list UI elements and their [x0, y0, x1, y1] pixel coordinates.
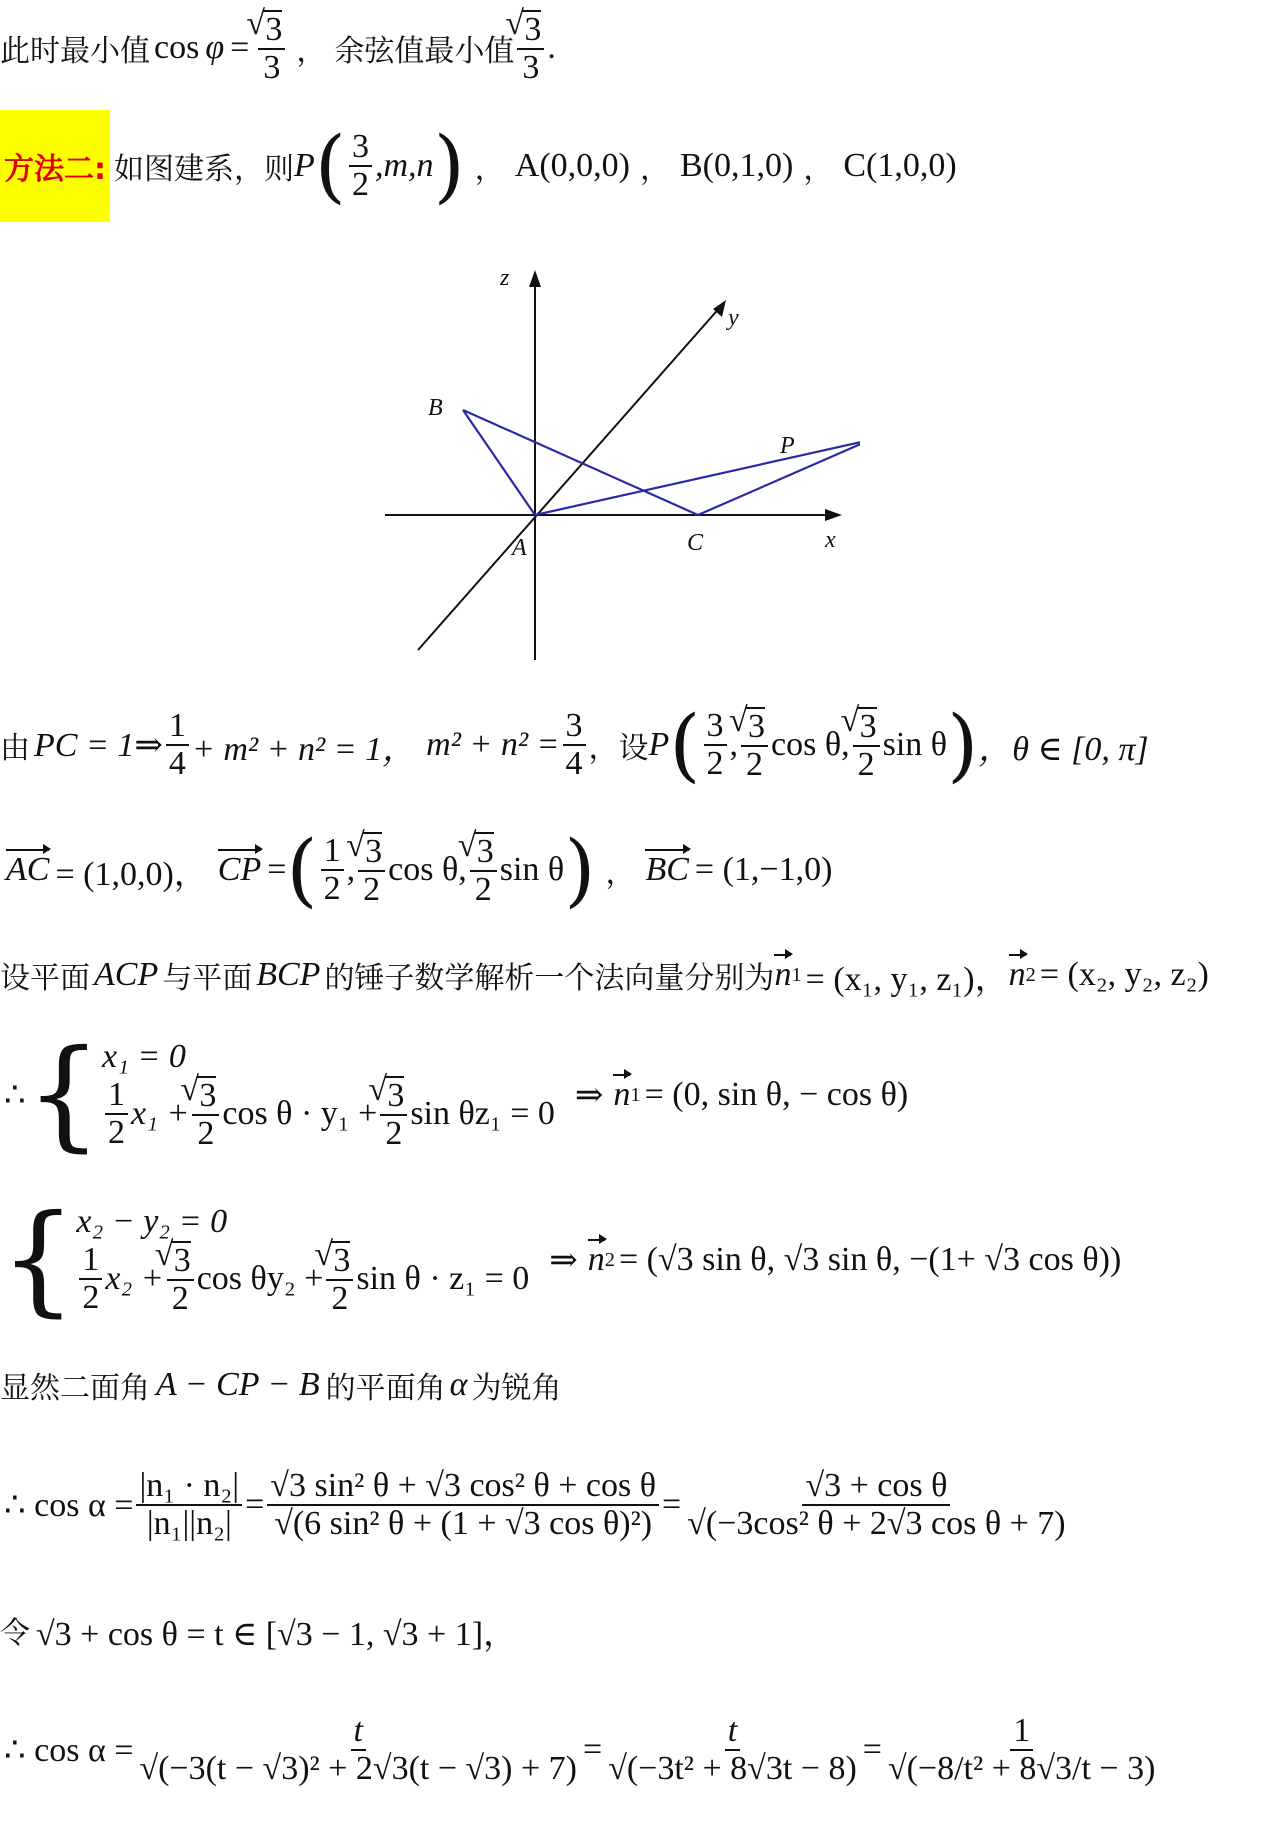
coordinate-figure [380, 265, 860, 675]
label-x: x [825, 527, 836, 553]
frac-sqrt3-over-3: √ $\frac{3}{3}$ [517, 10, 544, 85]
label-A: A [512, 535, 527, 561]
system-one: ∴ { x₁ = 0 $\frac{1}{2}$ x₁ + √ $\frac{3}{2}$ cos θ · y₁ + √ $\frac{3}{2}$ sin θz₁ = 0 ⇒ n 1 = (0, sin θ, − cos θ) [0, 1015, 908, 1175]
y-axis [418, 305, 722, 650]
line-vectors: AC = (1,0,0)， CP = ( $\frac{1}{2}$ , √ $\frac{3}{2}$ cos θ, √ $\frac{3}{2}$ sin θ ) ， BC = (1,−1,0) [0, 815, 832, 925]
line-normal-vectors: 设平面 ACP 与平面 BCP 的锤子数学解析一个法向量分别为 n 1 = (x₁, y₁, z₁)， n 2 = (x₂, y₂, z₂) [0, 956, 1209, 998]
z-arrow [529, 270, 541, 287]
line-cos-alpha: ∴ cos α = $\frac{\text{|n₁ · n₂|}}{\text{|n₁||n₂|}}$ = $\frac{\text{√3 sin² θ + √3 cos² θ + cos θ}}{\text{√(6 sin² θ + (1 + √3 cos θ)²)}}$ = $\frac{\text{√3 + cos θ}}{\text{√(−3cos² θ + 2√3 cos θ + 7)}}$ [4, 1467, 1066, 1542]
line-pc-condition: 由 PC = 1⇒ $\frac{1}{4}$ + m² + n² = 1， m² + n² = $\frac{3}{4}$ ，设 P ( $\frac{3}{2}$ , √ $\frac{3}{2}$ cos θ, √ $\frac{3}{2}$ sin θ ) ，θ ∈ [0, π] [0, 690, 1149, 800]
label-y: y [728, 305, 739, 331]
line-final-cos: ∴ cos α = $\frac{t}{\text{√(−3(t − √3)² + 2√3(t − √3) + 7)}}$ = $\frac{t}{\text{√(−3t² + 8√3t − 8)}}$ = $\frac{1}{\text{√(−8/t² + 8√3/t − 3)}}$ [4, 1712, 1156, 1787]
method-label: 方法二: [0, 110, 110, 222]
line-substitution: 令 √3 + cos θ = t ∈ [√3 − 1, √3 + 1]， [0, 1615, 518, 1653]
label-z: z [500, 265, 510, 291]
label-P: P [780, 433, 795, 459]
segment-CP [698, 440, 860, 515]
line-method-two: 方法二: 如图建系，则 P ( $\frac{3}{2}$ ,m,n ) ， A(0,0,0) ， B(0,1,0) ， C(1,0,0) [0, 110, 957, 222]
frac-sqrt3-over-3: √ $\frac{3}{3}$ [258, 10, 285, 85]
system-two: { x₂ − y₂ = 0 $\frac{1}{2}$ x₂ + √ $\frac{3}{2}$ cos θy₂ + √ $\frac{3}{2}$ sin θ · z₁ = 0 ⇒ n 2 = (√3 sin θ, √3 sin θ, −(1+ √3 cos θ)) [0, 1180, 1121, 1340]
segment-AP [535, 440, 860, 515]
line-dihedral: 显然二面角 A − CP − B 的平面角 α 为锐角 [0, 1366, 562, 1406]
label-B: B [428, 395, 443, 421]
x-arrow [825, 509, 842, 521]
label-C: C [687, 530, 704, 556]
line-min-cos: 此时最小值 cos φ = √ $\frac{3}{3}$ ， 余弦值最小值 √ $\frac{3}{3}$ . [0, 8, 556, 88]
